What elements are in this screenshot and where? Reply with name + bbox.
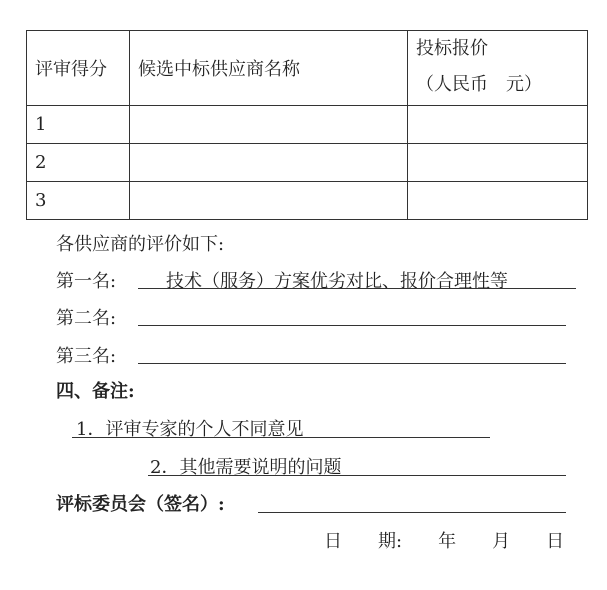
- row-index: 1: [27, 106, 130, 144]
- row-index: 3: [27, 182, 130, 220]
- candidate-table: [26, 30, 588, 220]
- evaluation-intro: 各供应商的评价如下:: [56, 234, 225, 255]
- row-supplier-cell[interactable]: [130, 182, 408, 220]
- note-item-1: 1．评审专家的个人不同意见: [76, 419, 304, 440]
- signature-label: 评标委员会（签名）:: [56, 494, 225, 515]
- table-header-row: [27, 31, 588, 106]
- row-price-cell[interactable]: [408, 144, 588, 182]
- date-line: 日 期: 年 月 日: [324, 531, 565, 552]
- note-item-2: 2．其他需要说明的问题: [150, 457, 342, 478]
- notes-heading: 四、备注:: [56, 381, 135, 402]
- second-place-line[interactable]: [138, 325, 566, 326]
- row-price-cell[interactable]: [408, 106, 588, 144]
- header-price: [408, 31, 588, 106]
- first-place-label: 第一名:: [56, 271, 117, 292]
- signature-line[interactable]: [258, 512, 566, 513]
- header-price-line2: （人民币 元）: [416, 74, 542, 95]
- note-item-1-line[interactable]: [72, 437, 490, 438]
- second-place-label: 第二名:: [56, 308, 117, 329]
- header-score: 评审得分: [27, 31, 130, 106]
- third-place-line[interactable]: [138, 363, 566, 364]
- row-price-cell[interactable]: [408, 182, 588, 220]
- header-price-line1: 投标报价: [416, 38, 488, 59]
- table-row: [27, 144, 588, 182]
- note-item-2-line[interactable]: [148, 475, 566, 476]
- third-place-label: 第三名:: [56, 346, 117, 367]
- first-place-text: 技术（服务）方案优劣对比、报价合理性等: [166, 271, 508, 292]
- row-supplier-cell[interactable]: [130, 144, 408, 182]
- table-row: [27, 106, 588, 144]
- row-index: 2: [27, 144, 130, 182]
- table-row: [27, 182, 588, 220]
- row-supplier-cell[interactable]: [130, 106, 408, 144]
- header-supplier: 候选中标供应商名称: [130, 31, 408, 106]
- first-place-underline[interactable]: [138, 288, 576, 289]
